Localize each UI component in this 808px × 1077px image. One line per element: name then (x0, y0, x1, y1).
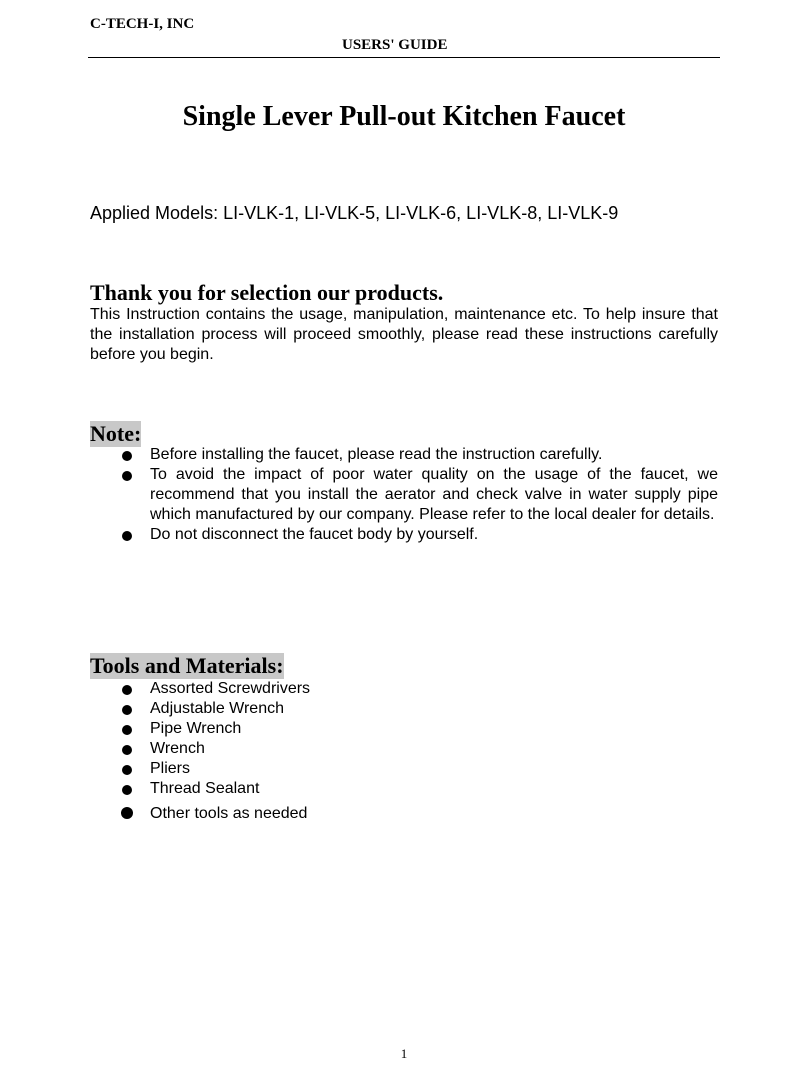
header-divider (88, 57, 720, 58)
bullet-icon (122, 745, 132, 755)
applied-models: Applied Models: LI-VLK-1, LI-VLK-5, LI-VLK-6, LI-VLK-8, LI-VLK-9 (90, 203, 619, 223)
bullet-icon (122, 531, 132, 541)
list-item-text: Thread Sealant (150, 780, 260, 797)
bullet-icon (121, 807, 133, 819)
list-item (90, 679, 718, 699)
bullet-icon (122, 705, 132, 715)
list-item (90, 739, 718, 759)
tools-list (90, 679, 718, 824)
list-item-text: Pliers (150, 760, 191, 777)
bullet-icon (122, 785, 132, 795)
page-number: 1 (400, 1046, 408, 1061)
intro-paragraph: This Instruction contains the usage, manipulation, maintenance etc. To help insure that the installation process will proceed smoothly, please read these instructions carefully before you begin. (90, 306, 718, 363)
list-item (90, 525, 718, 545)
document-type: USERS' GUIDE (342, 37, 448, 53)
bullet-icon (122, 451, 132, 461)
list-item-text: Before installing the faucet, please read the instruction carefully. (150, 446, 603, 463)
note-list (90, 445, 718, 545)
bullet-icon (122, 471, 132, 481)
list-item-text: Adjustable Wrench (150, 700, 284, 717)
bullet-icon (122, 765, 132, 775)
list-item-text: Do not disconnect the faucet body by yourself. (150, 526, 479, 543)
list-item-text: Wrench (150, 740, 205, 757)
thanks-heading: Thank you for selection our products. (90, 280, 444, 305)
list-item (90, 759, 718, 779)
list-item (90, 804, 718, 824)
note-heading: Note: (90, 421, 142, 446)
page-title: Single Lever Pull-out Kitchen Faucet (182, 101, 626, 132)
list-item-text: Other tools as needed (150, 805, 308, 822)
tools-heading: Tools and Materials: (90, 653, 284, 678)
list-item (90, 699, 718, 719)
list-item (90, 465, 718, 525)
list-item (90, 719, 718, 739)
bullet-icon (122, 725, 132, 735)
list-item-text: To avoid the impact of poor water quality on the usage of the faucet, we recommend that you install the aerator and check valve in water supply pipe which manufactured by our company. Please refer to the local dealer for details. (150, 466, 718, 523)
list-item (90, 779, 718, 799)
company-name: C-TECH-I, INC (90, 16, 195, 32)
bullet-icon (122, 685, 132, 695)
list-item-text: Assorted Screwdrivers (150, 680, 311, 697)
list-item-text: Pipe Wrench (150, 720, 242, 737)
list-item (90, 445, 718, 465)
